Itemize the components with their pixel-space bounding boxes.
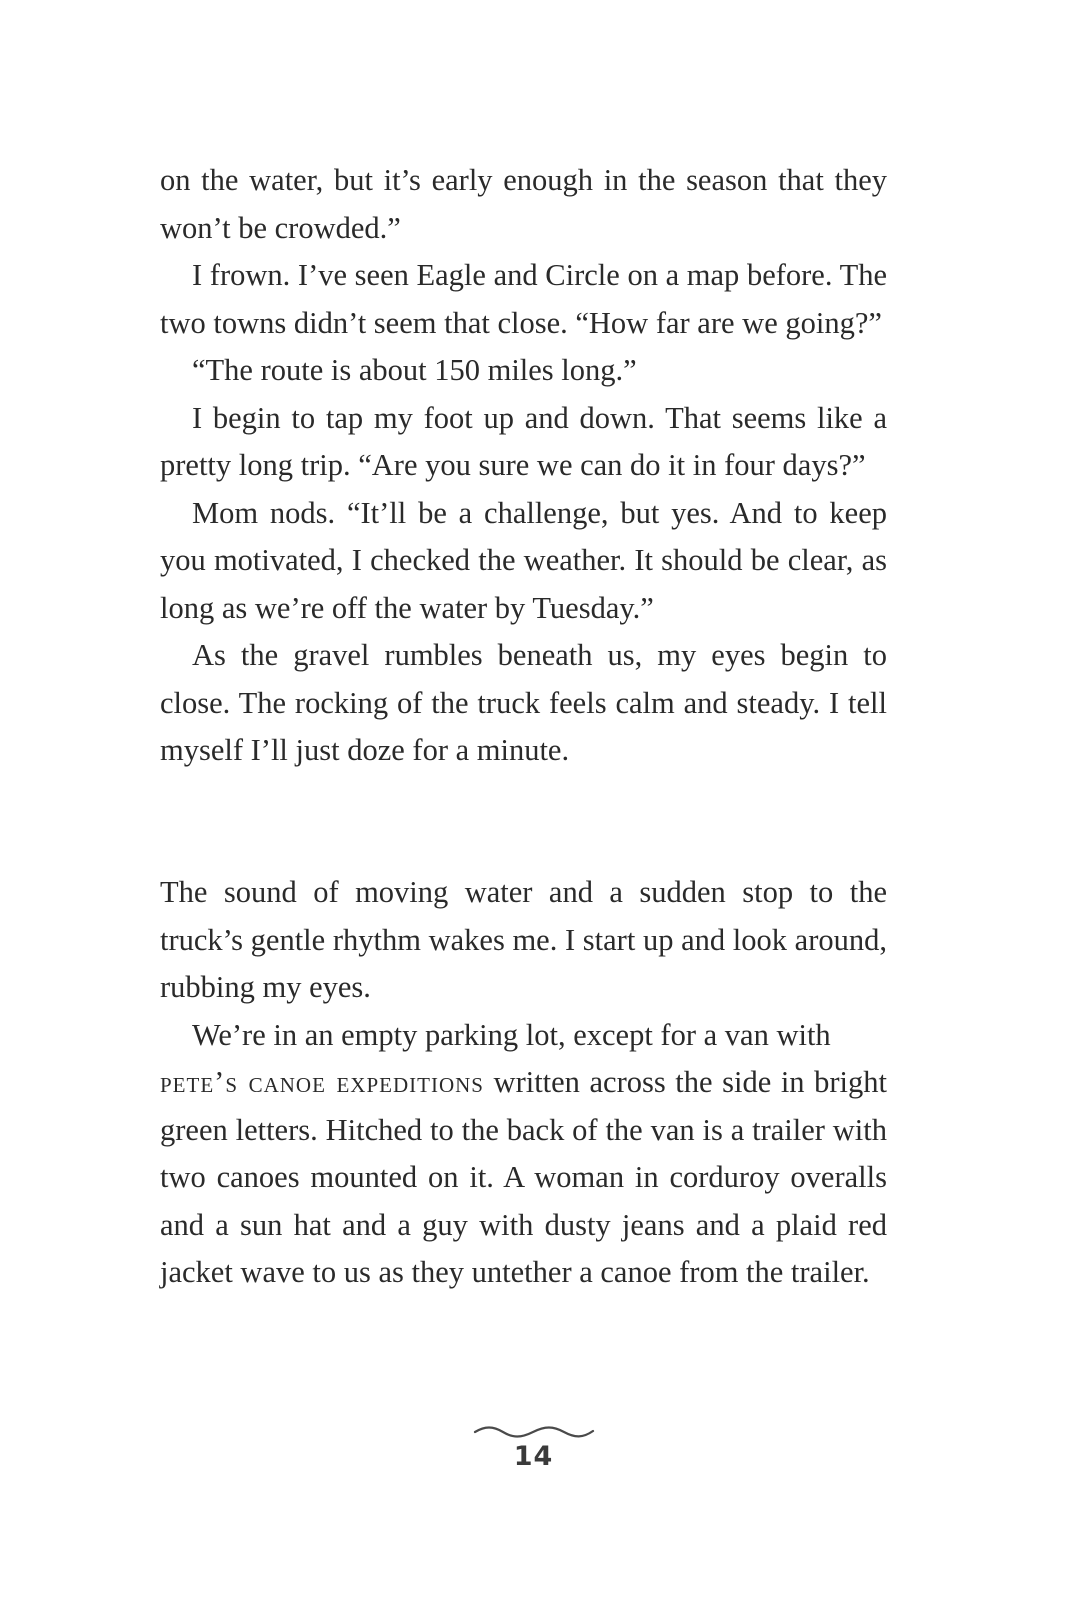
- text-section-1: [160, 157, 887, 775]
- paragraph-rest-text: written across the side in bright green letters. Hitched to the back of the van is a trailer with two canoes mounted on it. A woman in corduroy overalls and a sun hat and a guy with dusty jeans and a plaid red jacket wave to us as they untether a canoe from the trailer.: [160, 1065, 887, 1289]
- page-footer: [0, 1424, 1067, 1484]
- paragraph-lead-text: We’re in an empty parking lot, except for a van with: [192, 1017, 831, 1052]
- paragraph: I frown. I’ve seen Eagle and Circle on a map before. The two towns didn’t seem that close. “How far are we going?”: [160, 258, 887, 340]
- paragraph: Mom nods. “It’ll be a challenge, but yes. And to keep you motivated, I checked the weather. It should be clear, as long as we’re off the water by Tuesday.”: [160, 495, 887, 625]
- paragraph: [160, 1012, 887, 1297]
- paragraph-section-start: The sound of moving water and a sudden stop to the truck’s gentle rhythm wakes me. I start up and look around, rubbing my eyes.: [160, 875, 887, 1004]
- paragraph: I begin to tap my foot up and down. That seems like a pretty long trip. “Are you sure we can do it in four days?”: [160, 400, 887, 482]
- paragraph: As the gravel rumbles beneath us, my eyes begin to close. The rocking of the truck feels calm and steady. I tell myself I’ll just doze for a minute.: [160, 638, 887, 767]
- paragraph-continued: on the water, but it’s early enough in the season that they won’t be crowded.”: [160, 163, 887, 245]
- text-section-2: [160, 869, 887, 1297]
- paragraph: “The route is about 150 miles long.”: [192, 353, 637, 387]
- wave-ornament-icon: [473, 1424, 595, 1438]
- page-number: 14: [513, 1441, 554, 1472]
- van-brand-text: pete’s canoe expeditions: [160, 1065, 484, 1099]
